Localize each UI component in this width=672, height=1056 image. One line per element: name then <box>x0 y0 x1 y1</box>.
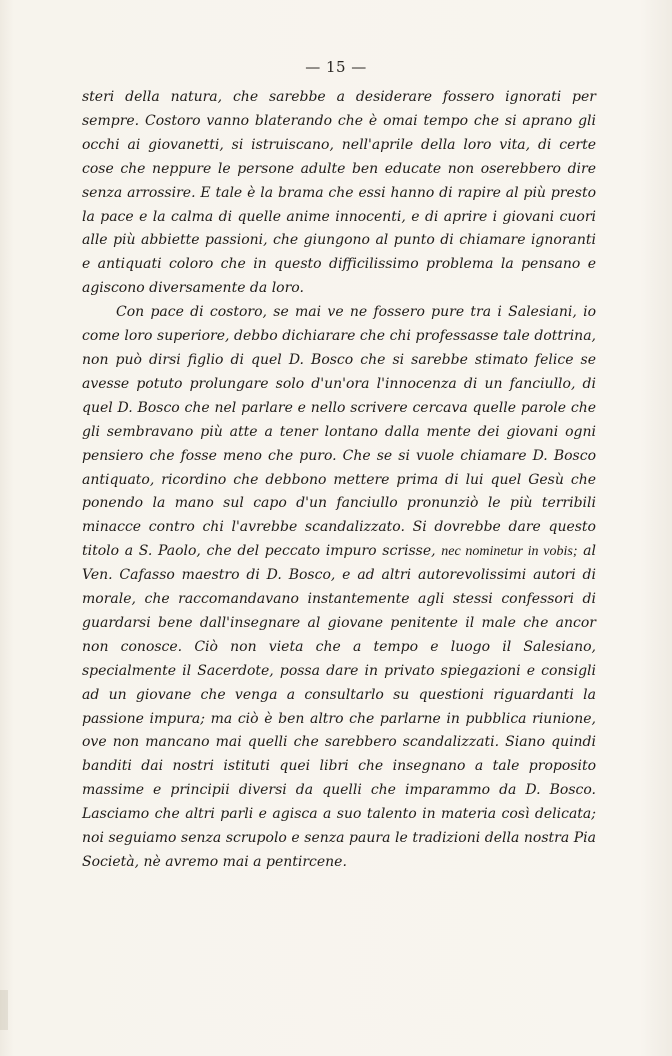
page-number: — 15 — <box>305 58 367 76</box>
paragraph-text: Con pace di costoro, se mai ve ne fossero pure tra i Salesiani, io come loro superiore, debbo dichiarare che chi professasse tale dottrina, non può dirsi figlio di quel D. Bosco che si sarebbe stimato felice se avesse potuto prolungare solo d'un'ora l'innocenza di un fanciullo, di quel D. Bosco che nel parlare e nello scrivere cercava quelle parole che gli sembravano più atte a tener lontano dalla mente dei giovani ogni pensiero che fosse meno che puro. Che se si vuole chiamare D. Bosco antiquato, ricordino che debbono mettere prima di lui quel Gesù che ponendo la mano sul capo d'un fanciullo pronunziò le più terribili minacce contro chi l'avrebbe scandalizzato. Si dovrebbe dare questo titolo a S. Paolo, che del peccato impuro scrisse, <box>82 304 596 560</box>
paragraph <box>82 301 596 875</box>
paragraph: steri della natura, che sarebbe a desiderare fossero ignorati per sempre. Costoro vanno blaterando che è omai tempo che si aprano gli occhi ai giovanetti, si istruiscano, nell'aprile della loro vita, di certe cose che neppure le persone adulte ben educate non oserebbero dire senza arrossire. E tale è la brama che essi hanno di rapire al più presto la pace e la calma di quelle anime innocenti, e di aprire i giovani cuori alle più abbiette passioni, che giungono al punto di chiamare ignoranti e antiquati coloro che in questo difficilissimo problema la pensano e agiscono diversamente da loro. <box>82 89 596 297</box>
page-edge-mark <box>0 990 8 1030</box>
paragraph-text: al Ven. Cafasso maestro di D. Bosco, e ad altri autorevolissimi autori di morale, che raccomandavano instantemente agli stessi confessori di guardarsi bene dall'insegnare al giovane penitente il male che ancor non conosce. Ciò non vieta che a tempo e luogo il Salesiano, specialmente il Sacerdote, possa dare in privato spiegazioni e consigli ad un giovane che venga a consultarlo su questioni riguardanti la passione impura; ma ciò è ben altro che parlarne in pubblica riunione, ove non mancano mai quelli che sarebbero scandalizzati. Siano quindi banditi dai nostri istituti quei libri che insegnano a tale proposito massime e principii diversi da quelli che imparammo da D. Bosco. Lasciamo che altri parli e agisca a suo talento in materia così delicata; noi seguiamo senza scrupolo e senza paura le tradizioni della nostra Pia Società, nè avremo mai a pentircene. <box>82 543 596 870</box>
body-text <box>82 86 596 875</box>
latin-quote: nec nominetur in vobis; <box>441 544 578 560</box>
